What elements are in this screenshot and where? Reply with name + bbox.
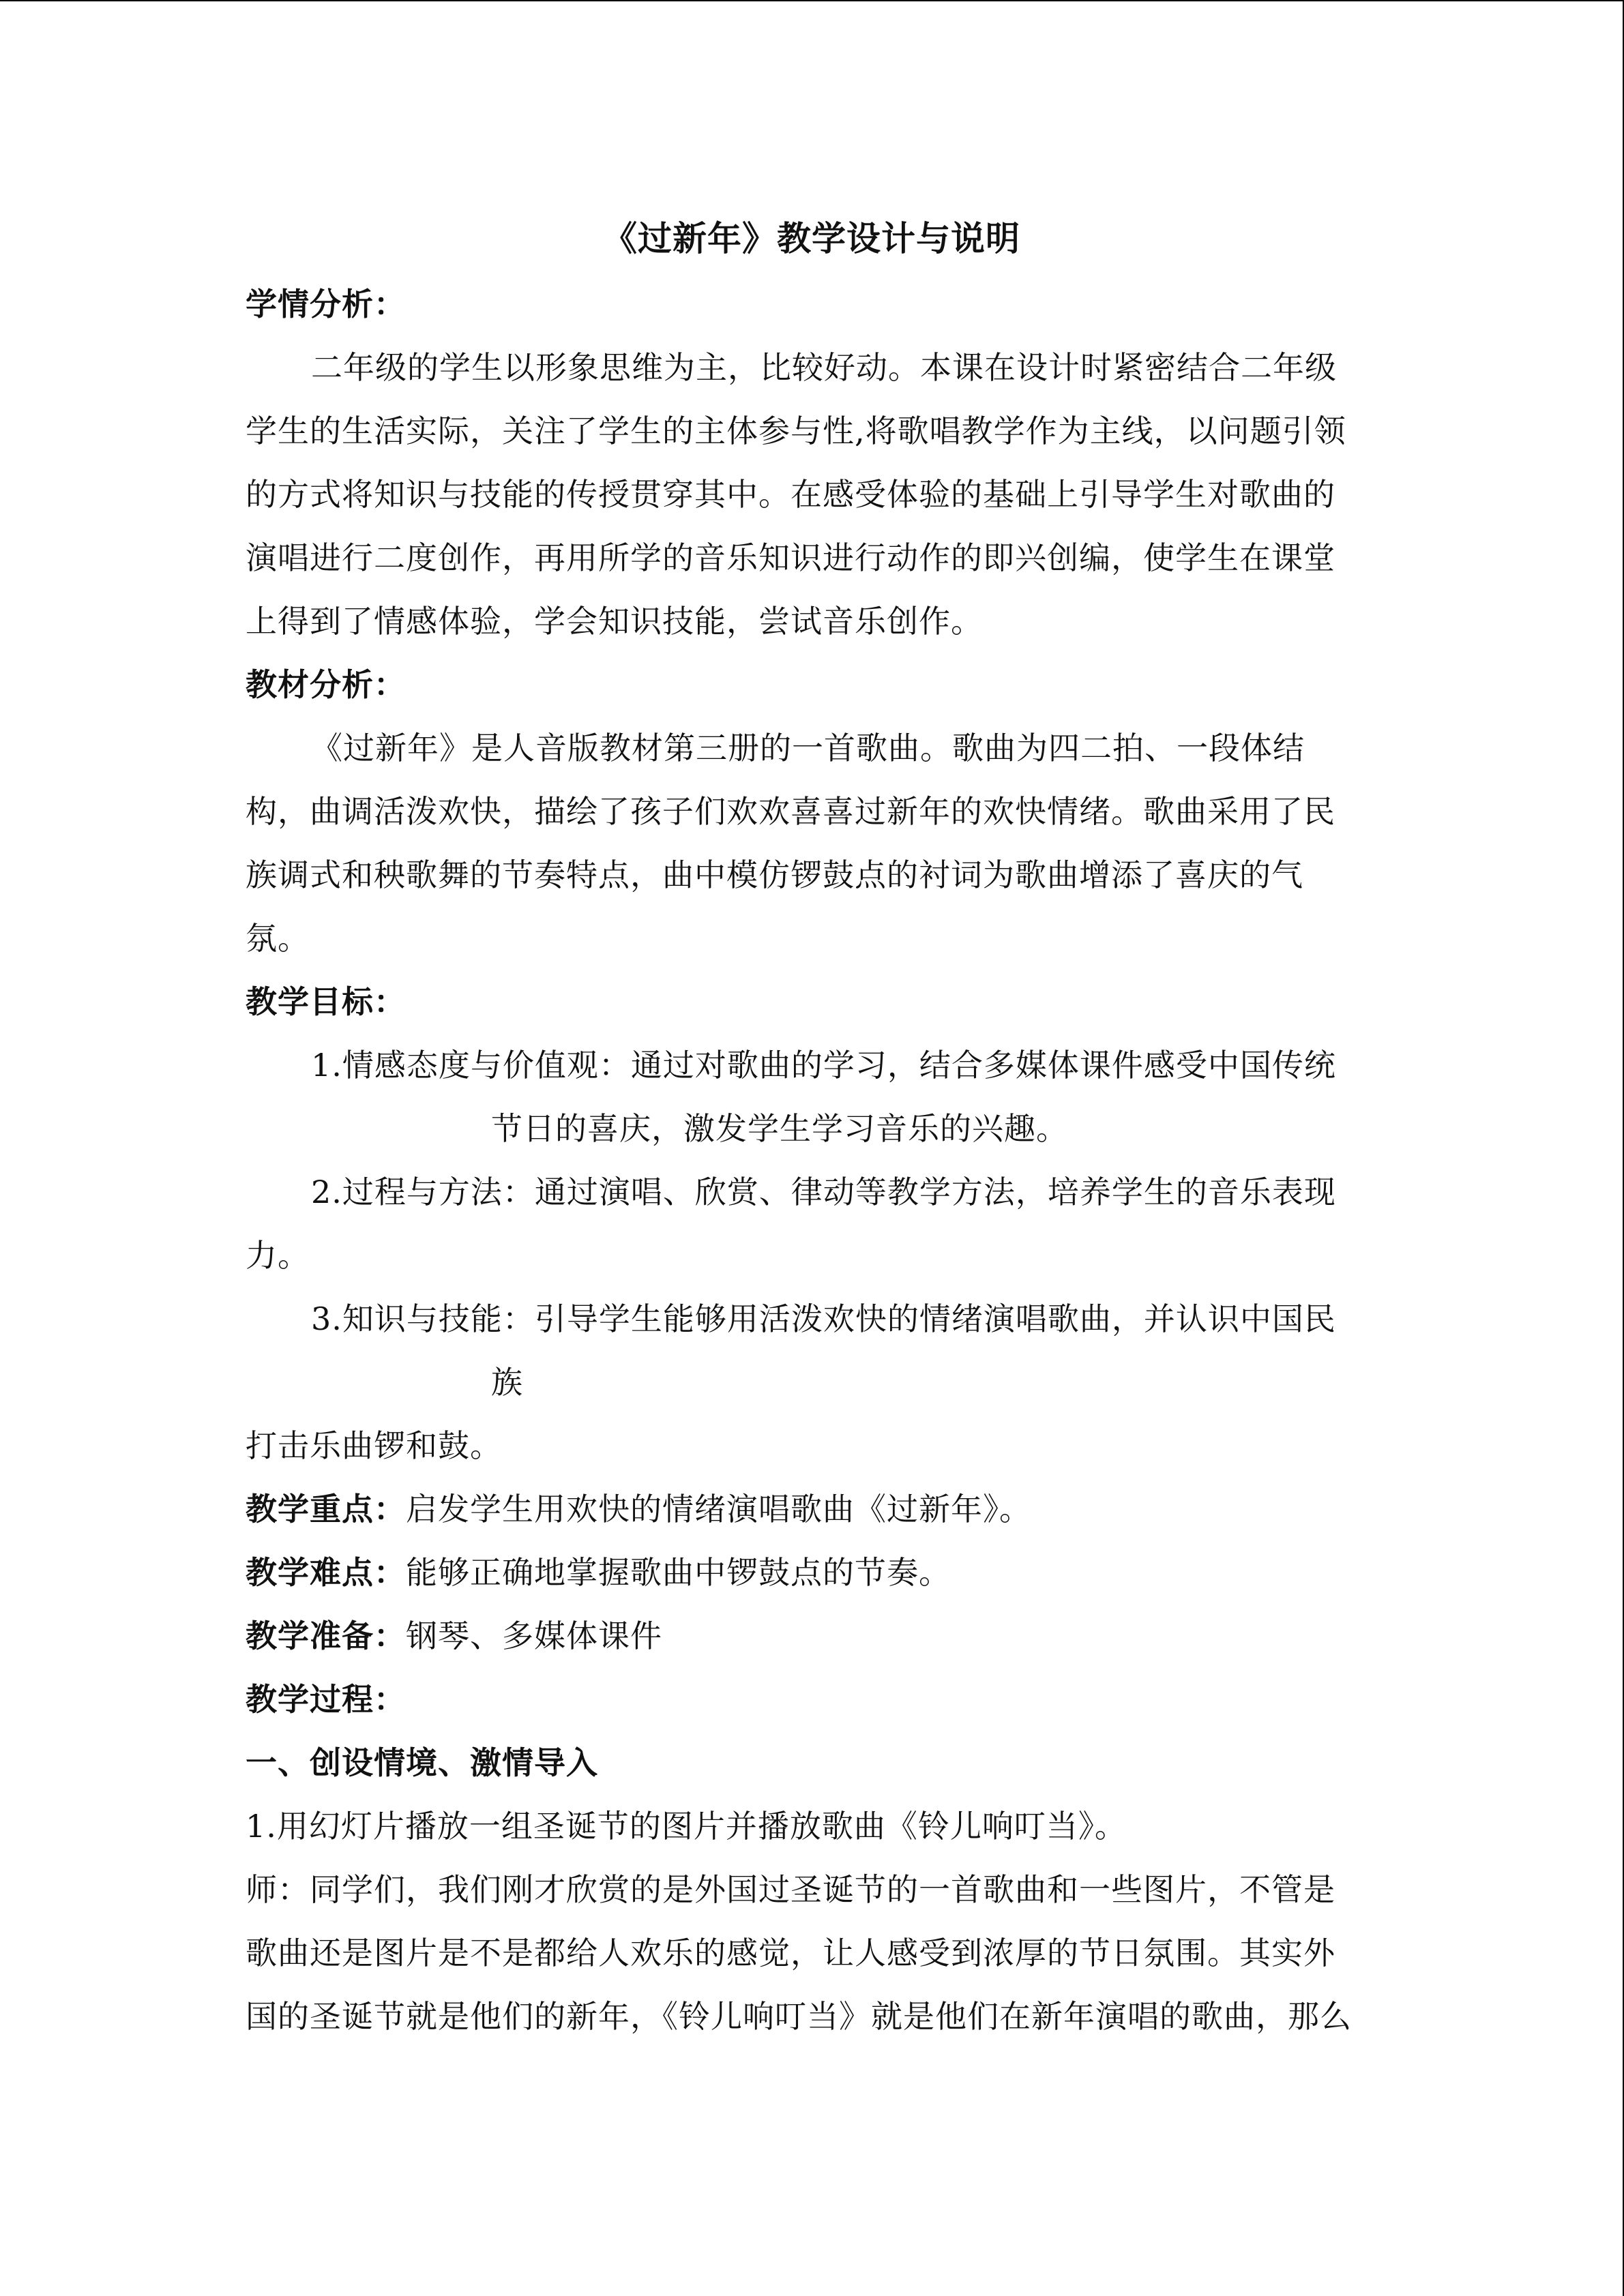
objective-continuation: 族 — [491, 1364, 523, 1401]
difficulty-text: 能够正确地掌握歌曲中锣鼓点的节奏。 — [406, 1554, 951, 1591]
objective-item: 2.过程与方法：通过演唱、欣赏、律动等教学方法，培养学生的音乐表现 — [311, 1174, 1336, 1210]
paragraph-line: 《过新年》是人音版教材第三册的一首歌曲。歌曲为四二拍、一段体结 — [311, 730, 1305, 766]
paragraph-line: 族调式和秧歌舞的节奏特点，曲中模仿锣鼓点的衬词为歌曲增添了喜庆的气 — [246, 856, 1303, 893]
paragraph-line: 上得到了情感体验，学会知识技能，尝试音乐创作。 — [246, 603, 983, 640]
key-point-text: 启发学生用欢快的情绪演唱歌曲《过新年》。 — [406, 1491, 1031, 1527]
paragraph-line: 氛。 — [246, 920, 310, 957]
paragraph-line: 构，曲调活泼欢快，描绘了孩子们欢欢喜喜过新年的欢快情绪。歌曲采用了民 — [246, 793, 1335, 830]
difficulty-row — [246, 1541, 1378, 1605]
paragraph-line: 演唱进行二度创作，再用所学的音乐知识进行动作的即兴创编，使学生在课堂 — [246, 539, 1335, 576]
preparation-text: 钢琴、多媒体课件 — [406, 1617, 662, 1654]
paragraph-line: 歌曲还是图片是不是都给人欢乐的感觉，让人感受到浓厚的节日氛围。其实外 — [246, 1935, 1335, 1971]
section-heading-xueqing: 学情分析： — [246, 286, 406, 323]
subsection-heading: 一、创设情境、激情导入 — [246, 1744, 598, 1781]
paragraph-line: 学生的生活实际，关注了学生的主体参与性,将歌唱教学作为主线，以问题引领 — [246, 413, 1346, 449]
key-point-label: 教学重点： — [246, 1491, 406, 1527]
objective-continuation: 力。 — [246, 1237, 310, 1274]
paragraph-line: 二年级的学生以形象思维为主，比较好动。本课在设计时紧密结合二年级 — [311, 349, 1337, 386]
objective-continuation: 节日的喜庆，激发学生学习音乐的兴趣。 — [491, 1110, 1068, 1147]
objective-item: 3.知识与技能：引导学生能够用活泼欢快的情绪演唱歌曲，并认识中国民 — [311, 1300, 1336, 1337]
section-heading-mubiao: 教学目标： — [246, 983, 406, 1020]
paragraph-line: 1.用幻灯片播放一组圣诞节的图片并播放歌曲《铃儿响叮当》。 — [246, 1808, 1127, 1845]
document-title: 《过新年》教学设计与说明 — [603, 218, 1020, 258]
difficulty-label: 教学难点： — [246, 1554, 406, 1591]
section-heading-guocheng: 教学过程： — [246, 1681, 406, 1718]
key-point-row — [246, 1478, 1378, 1541]
paragraph-line: 师：同学们，我们刚才欣赏的是外国过圣诞节的一首歌曲和一些图片，不管是 — [246, 1871, 1335, 1908]
section-heading-jiaocai: 教材分析： — [246, 666, 406, 703]
preparation-label: 教学准备： — [246, 1617, 406, 1654]
paragraph-line: 的方式将知识与技能的传授贯穿其中。在感受体验的基础上引导学生对歌曲的 — [246, 476, 1335, 513]
paragraph-line: 国的圣诞节就是他们的新年，《铃儿响叮当》就是他们在新年演唱的歌曲，那么 — [246, 1998, 1352, 2035]
preparation-row — [246, 1605, 1378, 1668]
objective-item: 1.情感态度与价值观：通过对歌曲的学习，结合多媒体课件感受中国传统 — [311, 1047, 1336, 1084]
objective-continuation: 打击乐曲锣和鼓。 — [246, 1427, 502, 1464]
document-body — [246, 205, 1378, 2048]
